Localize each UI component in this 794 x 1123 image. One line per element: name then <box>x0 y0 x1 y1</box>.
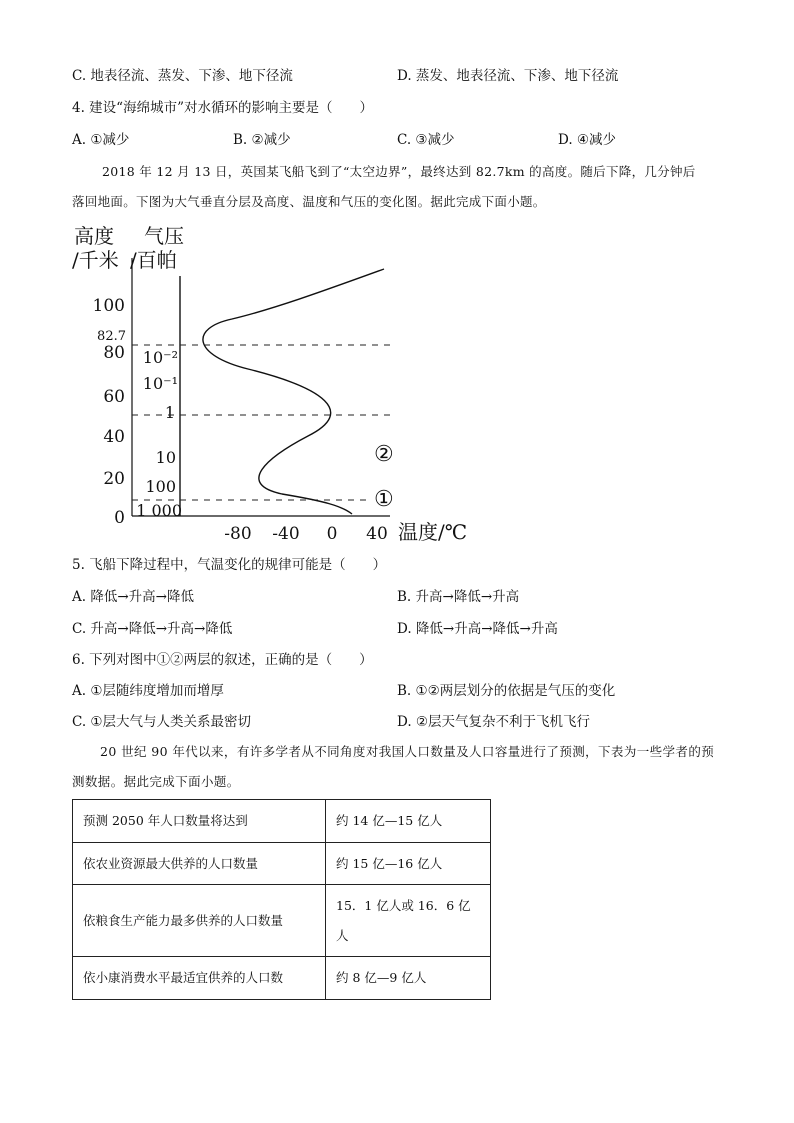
population-forecast-table <box>72 799 491 1000</box>
q6-option-d: D. ②层天气复杂不利于飞机飞行 <box>397 714 591 730</box>
q4-option-c: C. ③减少 <box>397 132 455 148</box>
q4-option-b: B. ②减少 <box>233 132 291 148</box>
temp-tick-40: 40 <box>366 524 388 544</box>
pressure-tick-1e-1: 10⁻¹ <box>142 374 178 393</box>
height-tick-100: 100 <box>92 296 125 316</box>
temperature-profile-curve <box>203 269 384 514</box>
height-tick-82-7: 82.7 <box>97 329 126 344</box>
table-cell-value: 约 15 亿—16 亿人 <box>326 843 491 885</box>
height-ticks <box>93 296 126 528</box>
pressure-tick-10: 10 <box>155 448 176 467</box>
temp-tick-0: 0 <box>326 524 338 544</box>
table-cell-label: 依小康消费水平最适宜供养的人口数 <box>73 957 326 1000</box>
q3-option-d: D. 蒸发、地表径流、下渗、地下径流 <box>397 68 619 84</box>
pressure-tick-1e-2: 10⁻² <box>142 348 178 367</box>
q5-option-a: A. 降低→升高→降低 <box>72 589 194 605</box>
temperature-axis-label: 温度/℃ <box>398 520 468 544</box>
q6-option-b: B. ①②两层划分的依据是气压的变化 <box>397 683 616 699</box>
height-tick-80: 80 <box>103 343 125 363</box>
layer-marker-2: ② <box>374 442 394 467</box>
q6-stem: 6. 下列对图中①②两层的叙述，正确的是（ ） <box>72 652 373 668</box>
atmosphere-layer-figure <box>60 218 480 548</box>
q5-option-c: C. 升高→降低→升高→降低 <box>72 621 233 637</box>
height-axis-label-1: 高度 <box>74 224 114 248</box>
q5-stem: 5. 飞船下降过程中，气温变化的规律可能是（ ） <box>72 557 387 573</box>
temp-tick-m80: -80 <box>224 524 252 544</box>
q6-option-a: A. ①层随纬度增加而增厚 <box>72 683 224 699</box>
q4-option-d: D. ④减少 <box>558 132 617 148</box>
table-row <box>73 843 491 885</box>
intro2-paragraph <box>72 737 722 797</box>
temperature-ticks <box>224 524 388 544</box>
table-row <box>73 885 491 957</box>
pressure-axis-label-1: 气压 <box>144 224 184 248</box>
height-axis-label-2: /千米 <box>72 248 119 272</box>
q6-option-c: C. ①层大气与人类关系最密切 <box>72 714 252 730</box>
height-tick-40: 40 <box>103 427 125 447</box>
q4-stem: 4. 建设“海绵城市”对水循环的影响主要是（ ） <box>72 100 373 116</box>
table-cell-label: 预测 2050 年人口数量将达到 <box>73 800 326 843</box>
table-cell-value: 约 14 亿—15 亿人 <box>326 800 491 843</box>
intro1-line1: 2018 年 12 月 13 日，英国某飞船飞到了“太空边界”，最终达到 82.7km 的高度。随后下降，几分钟后 <box>102 164 696 179</box>
table-cell-value: 约 8 亿—9 亿人 <box>326 957 491 1000</box>
table-row <box>73 800 491 843</box>
height-tick-20: 20 <box>103 469 125 489</box>
table-cell-label: 依粮食生产能力最多供养的人口数量 <box>73 885 326 957</box>
layer-marker-1: ① <box>374 487 394 512</box>
intro2-text: 20 世纪 90 年代以来，有许多学者从不同角度对我国人口数量及人口容量进行了预测，下表为一些学者的预测数据。据此完成下面小题。 <box>72 744 715 789</box>
table-cell-label: 依农业资源最大供养的人口数量 <box>73 843 326 885</box>
table-row <box>73 957 491 1000</box>
temp-tick-m40: -40 <box>272 524 300 544</box>
pressure-tick-1000: 1 000 <box>136 501 182 520</box>
pressure-tick-100: 100 <box>145 477 176 496</box>
q5-option-b: B. 升高→降低→升高 <box>397 589 520 605</box>
q4-option-a: A. ①减少 <box>72 132 130 148</box>
intro1-line2: 落回地面。下图为大气垂直分层及高度、温度和气压的变化图。据此完成下面小题。 <box>72 194 546 209</box>
table-cell-value: 15．1 亿人或 16．6 亿人 <box>326 885 491 957</box>
height-tick-0: 0 <box>114 508 125 528</box>
pressure-axis-label-2: /百帕 <box>130 248 177 272</box>
pressure-ticks <box>136 348 182 520</box>
q3-option-c: C. 地表径流、蒸发、下渗、地下径流 <box>72 68 293 84</box>
q5-option-d: D. 降低→升高→降低→升高 <box>397 621 558 637</box>
height-tick-60: 60 <box>103 387 125 407</box>
pressure-tick-1: 1 <box>164 403 175 422</box>
